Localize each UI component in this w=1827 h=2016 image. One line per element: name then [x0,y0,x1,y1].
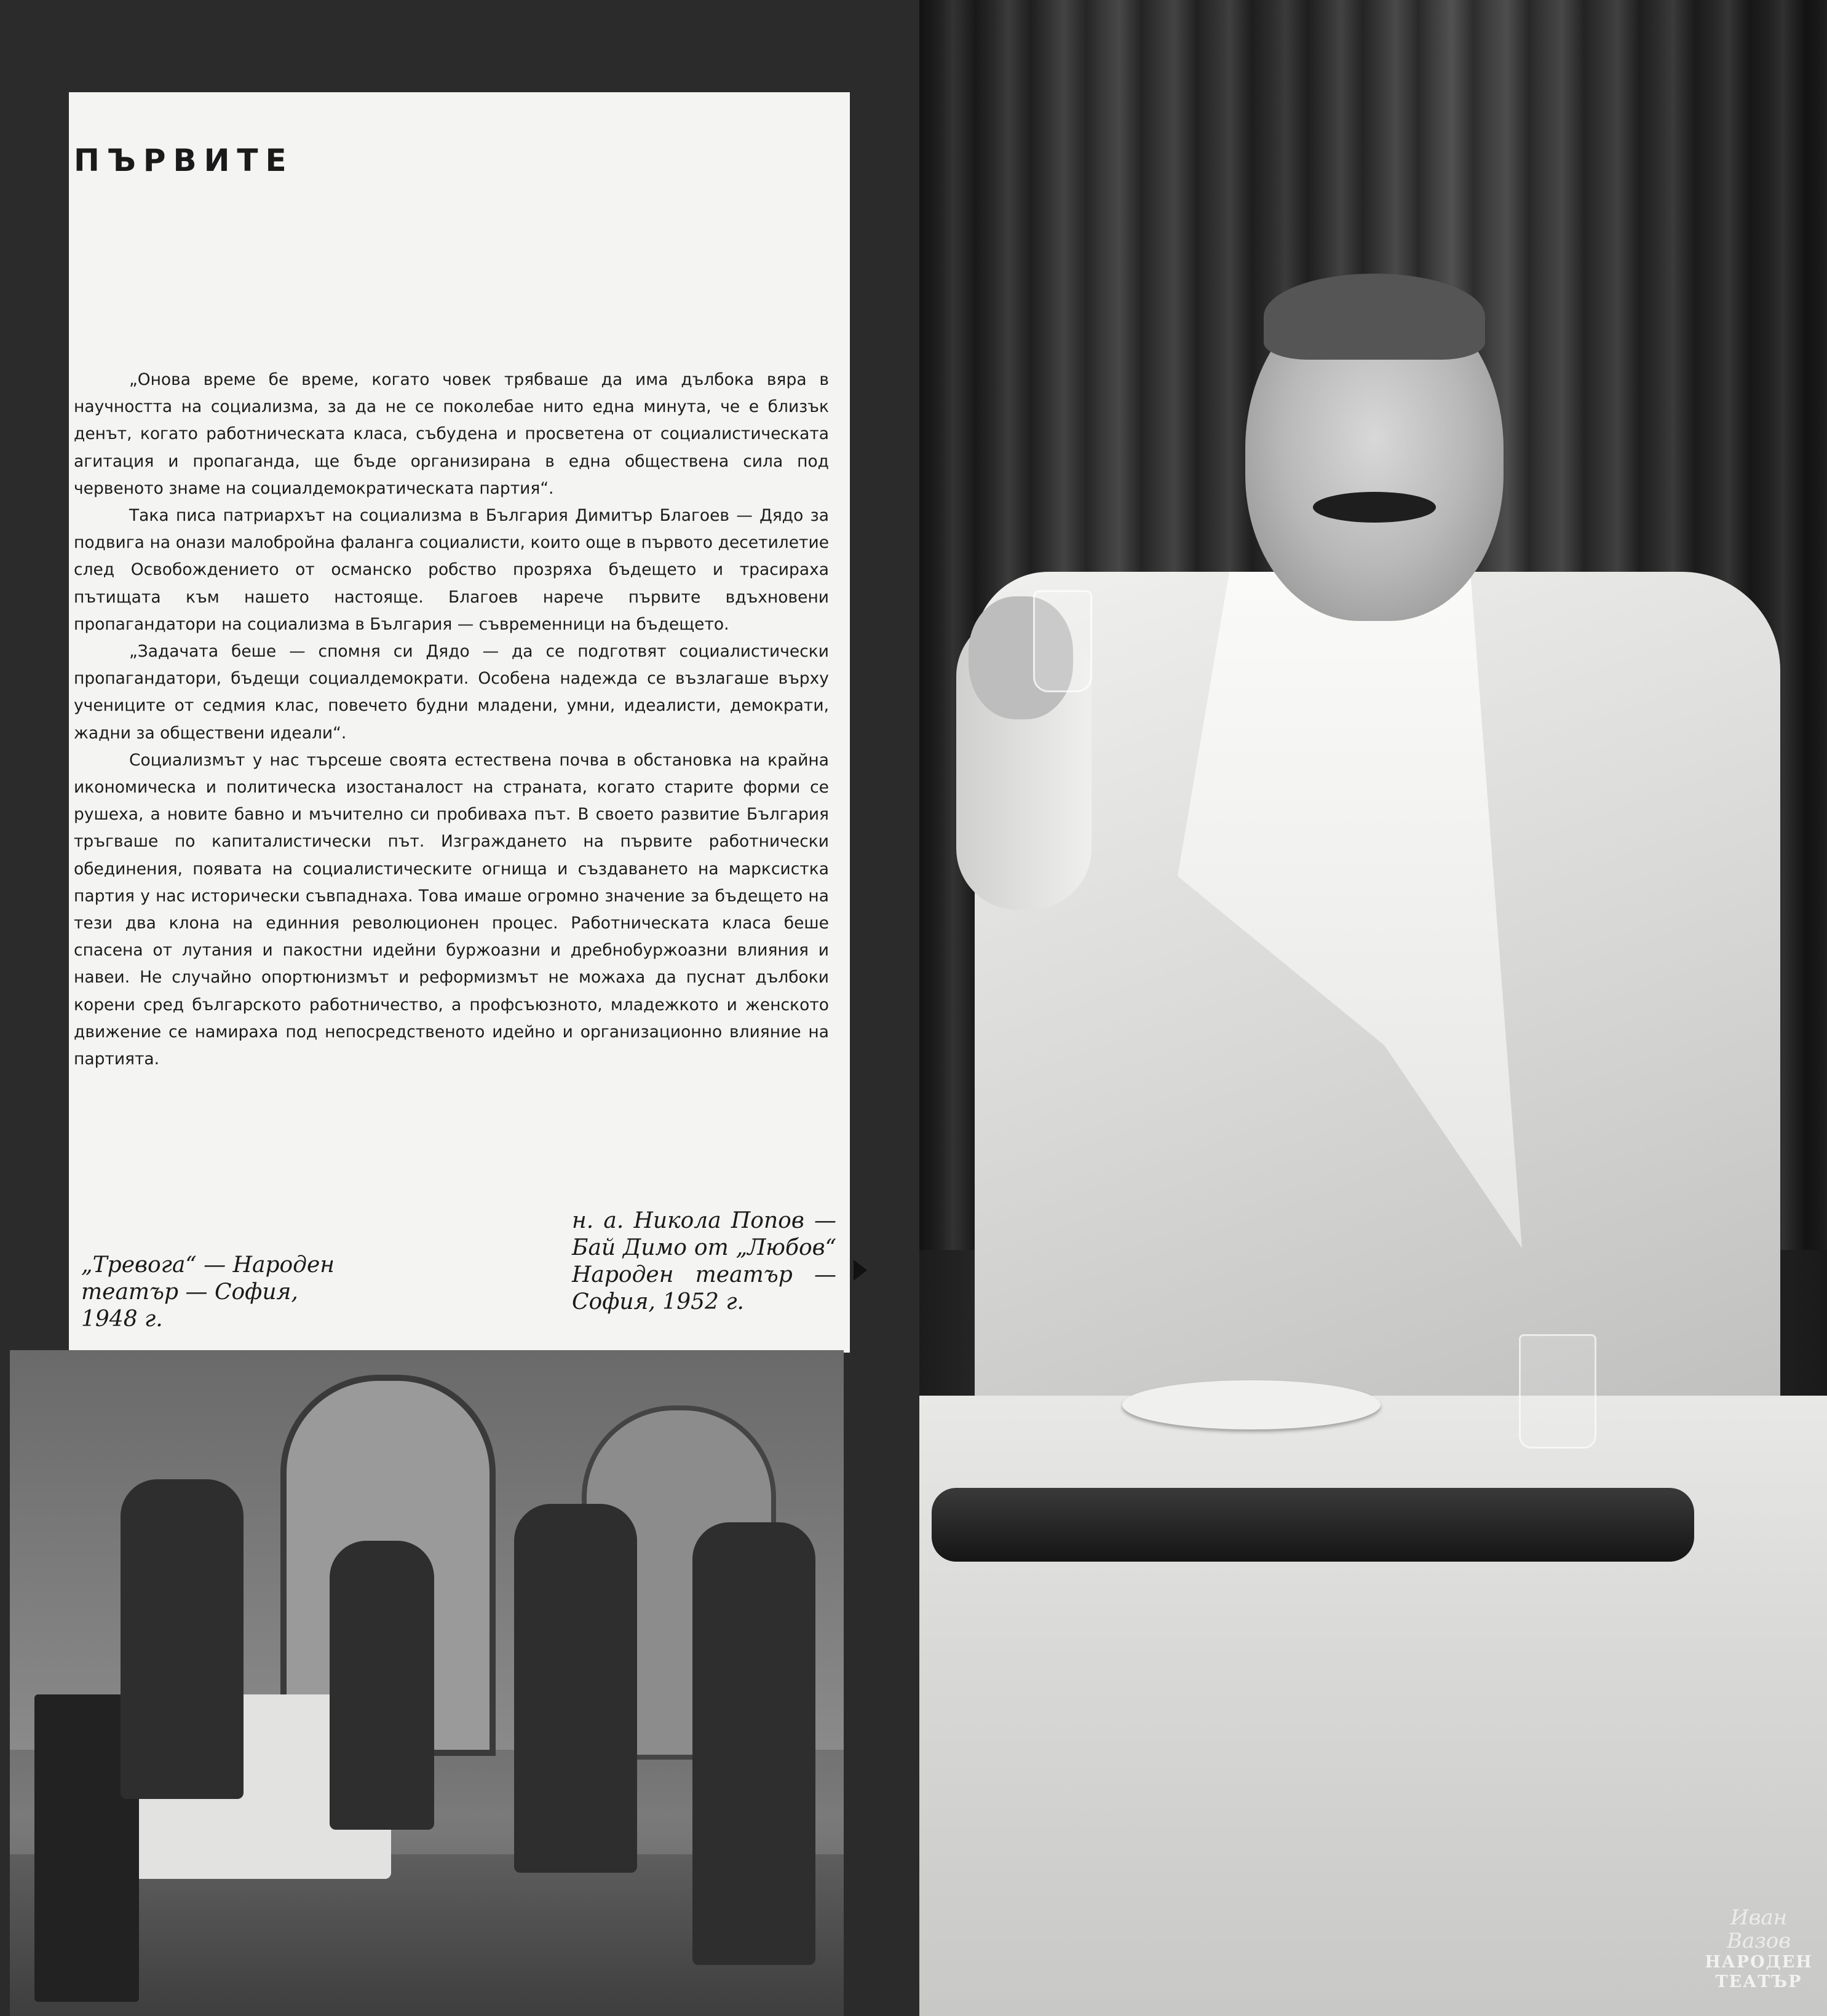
table-glass [1519,1334,1596,1449]
paragraph: „Онова време бе време, когато човек трябваше да има дълбока вяра в научността на социализма, за да не се поколебае нито една минута, че е близък денът, когато работническата класа, събудена и просветена от социалистическата агитация и пропаганда, ще бъде организирана в една обществена сила под червеното знаме на социалдемократическата партия“. [74,370,829,498]
paragraph: „Задачата беше — спомня си Дядо — да се подготвят социалистически пропагандатори, бъдещи социалдемократи. Особена надежда се възлагаше върху учениците от седмия клас, повечето будни младени, умни, идеалисти, демократи, жадни за обществени идеали“. [74,642,829,743]
stage-scene-photo [10,1350,844,2016]
serving-tray [932,1488,1694,1562]
caption-arrow-icon [854,1260,867,1281]
article-body [74,366,829,1073]
scene-actor [121,1479,244,1799]
logo-line-1: НАРОДЕН [1705,1953,1813,1972]
logo-line-2: ТЕАТЪР [1715,1972,1802,1991]
photo-caption-right: н. а. Никола Попов — Бай Димо от „Любов“ Народен театър — София, 1952 г. [572,1208,836,1314]
actor-moustache [1313,492,1436,523]
plate [1122,1380,1381,1429]
actor-hair [1264,274,1485,360]
paragraph: Така писа патриархът на социализма в България Димитър Благоев — Дядо за подвига на онази малобройна фаланга социалисти, които още в първото десетилетие след Освобождението от османско робство прозряха бъдещето и трасираха пътищата към нашето настояще. Благоев нарече първите вдъхновени пропагандатори на социализма в България — съвременници на бъдещето. [74,506,829,634]
scene-actor [514,1504,637,1873]
page-title: ПЪРВИТЕ [74,142,294,178]
raised-glass [1033,590,1092,692]
portrait-photo [919,0,1827,2016]
national-theatre-logo [1703,1906,1814,1992]
photo-caption-left: „Тревога“ — Народен театър — София, 1948 г. [81,1252,335,1332]
paragraph: Социализмът у нас търсеше своята естествена почва в обстановка на крайна икономическа и политическа изостаналост на страната, когато старите форми се рушеха, а новите бавно и мъчително си пробиваха път. В своето развитие България тръгваше по капиталистически път. Изграждането на първите работнически обединения, появата на социалистическите огнища и създаването на марксистка партия у нас исторически съвпаднаха. Това имаше огромно значение за бъдещето на тези два клона на единния революционен процес. Работническата класа беше спасена от лутания и пакостни идейни буржоазни и дребнобуржоазни влияния и навеи. Не случайно опортюнизмът и реформизмът не можаха да пуснат дълбоки корени сред българското работничество, а профсъюзното, младежкото и женското движение се намираха под непосредственото идейно и организационно влияние на партията. [74,750,829,1069]
scene-actor [692,1522,815,1965]
scene-actor [330,1541,434,1830]
logo-signature: Иван Вазов [1726,1905,1791,1953]
